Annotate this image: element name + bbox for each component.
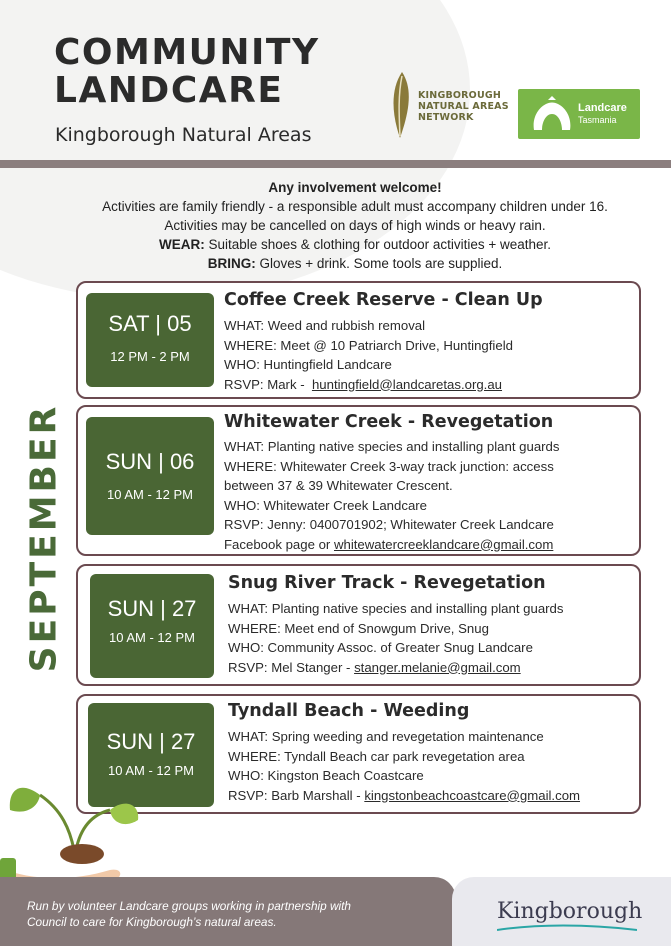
event-details: [224, 437, 560, 554]
event-where: WHERE: Tyndall Beach car park revegetation area: [228, 748, 525, 764]
event-card: [76, 694, 641, 814]
rsvp-prefix: Facebook page or: [224, 536, 334, 552]
event-where-line-1: WHERE: Whitewater Creek 3-way track junction: access: [224, 458, 554, 474]
landcare-title: Landcare: [578, 102, 627, 114]
wear-text: Suitable shoes & clothing for outdoor activities + weather.: [208, 237, 552, 252]
event-time: 10 AM - 12 PM: [109, 630, 195, 645]
intro-line-1: Activities are family friendly - a responsible adult must accompany children under 16.: [102, 199, 608, 214]
page-title: [54, 34, 320, 110]
event-time: 12 PM - 2 PM: [110, 349, 190, 364]
bring-text: Gloves + drink. Some tools are supplied.: [259, 256, 503, 271]
rsvp-email-link[interactable]: kingstonbeachcoastcare@gmail.com: [364, 787, 581, 803]
date-box: [90, 574, 214, 678]
event-card: [76, 564, 641, 686]
title-line-1: COMMUNITY: [54, 32, 320, 73]
event-rsvp-line-1: RSVP: Jenny: 0400701902; Whitewater Creek Landcare: [224, 517, 554, 532]
event-day: SAT | 05: [108, 311, 192, 336]
intro-section: [40, 178, 670, 273]
footer-text: [27, 898, 447, 930]
event-where: WHERE: Meet @ 10 Patriarch Drive, Huntingfield: [224, 337, 513, 353]
event-day: SUN | 06: [105, 449, 195, 474]
month-label: SEPTEMBER: [23, 403, 65, 673]
event-card: [76, 281, 641, 399]
event-day: SUN | 27: [107, 596, 197, 621]
event-who: WHO: Kingston Beach Coastcare: [228, 768, 424, 783]
knan-logo-text: [418, 90, 509, 123]
event-day: SUN | 27: [106, 729, 196, 754]
event-what: WHAT: Planting native species and installing plant guards: [224, 439, 560, 454]
wear-label: WEAR:: [158, 237, 205, 252]
event-where-line-2: between 37 & 39 Whitewater Crescent.: [224, 478, 453, 493]
logo-wave-icon: [497, 924, 637, 934]
event-who: WHO: Huntingfield Landcare: [224, 357, 392, 372]
event-what: WHAT: Weed and rubbish removal: [224, 318, 426, 333]
event-rsvp: [224, 375, 513, 395]
kingborough-logo: Kingborough: [497, 899, 643, 924]
rsvp-prefix: RSVP: Mel Stanger -: [228, 659, 355, 675]
event-time: 10 AM - 12 PM: [108, 763, 194, 778]
event-details: [224, 316, 513, 394]
event-where: WHERE: Meet end of Snowgum Drive, Snug: [228, 620, 489, 636]
event-rsvp: [228, 786, 580, 806]
wear-line: [40, 235, 670, 254]
event-title: Tyndall Beach - Weeding: [228, 701, 470, 721]
event-title: Whitewater Creek - Revegetation: [224, 412, 554, 432]
bring-label: BRING:: [207, 256, 256, 271]
event-rsvp: [224, 535, 560, 555]
landcare-subtitle: Tasmania: [578, 115, 617, 125]
footer-brand-panel: [452, 877, 671, 946]
title-line-2: LANDCARE: [54, 70, 284, 111]
event-what: WHAT: Spring weeding and revegetation maintenance: [228, 729, 544, 744]
event-rsvp: [228, 658, 564, 678]
knan-line-2: NATURAL AREAS: [418, 101, 509, 112]
event-who: WHO: Community Assoc. of Greater Snug Landcare: [228, 640, 533, 655]
event-details: [228, 727, 580, 805]
hands-icon: [528, 94, 576, 134]
intro-line-2: Activities may be cancelled on days of high winds or heavy rain.: [164, 218, 546, 233]
event-card: [76, 405, 641, 556]
event-time: 10 AM - 12 PM: [107, 487, 193, 502]
footer-text-line-1: Run by volunteer Landcare groups working in partnership with: [27, 899, 351, 913]
event-title: Snug River Track - Revegetation: [228, 573, 546, 593]
rsvp-email-link[interactable]: whitewatercreeklandcare@gmail.com: [333, 536, 554, 552]
bring-line: [40, 254, 670, 273]
event-who: WHO: Whitewater Creek Landcare: [224, 497, 428, 513]
date-box: [86, 293, 214, 387]
footer-partnership-banner: [0, 877, 456, 946]
rsvp-email-link[interactable]: huntingfield@landcaretas.org.au: [311, 376, 503, 392]
rsvp-email-link[interactable]: stanger.melanie@gmail.com: [354, 659, 521, 675]
knan-line-3: NETWORK: [418, 112, 474, 123]
event-details: [228, 599, 564, 677]
leaf-icon: [388, 70, 416, 140]
footer-text-line-2: Council to care for Kingborough’s natural areas.: [27, 915, 277, 929]
knan-line-1: KINGBOROUGH: [418, 90, 502, 101]
kingborough-natural-areas-network-logo: [388, 70, 509, 140]
rsvp-prefix: RSVP: Mark -: [224, 376, 312, 392]
event-title: Coffee Creek Reserve - Clean Up: [224, 290, 543, 310]
header-divider: [0, 160, 671, 168]
date-box: [86, 417, 214, 535]
rsvp-prefix: RSVP: Barb Marshall -: [228, 787, 365, 803]
event-what: WHAT: Planting native species and installing plant guards: [228, 601, 564, 616]
page-subtitle: Kingborough Natural Areas: [55, 124, 312, 146]
landcare-tasmania-logo: [518, 89, 640, 139]
intro-headline: Any involvement welcome!: [268, 180, 442, 195]
